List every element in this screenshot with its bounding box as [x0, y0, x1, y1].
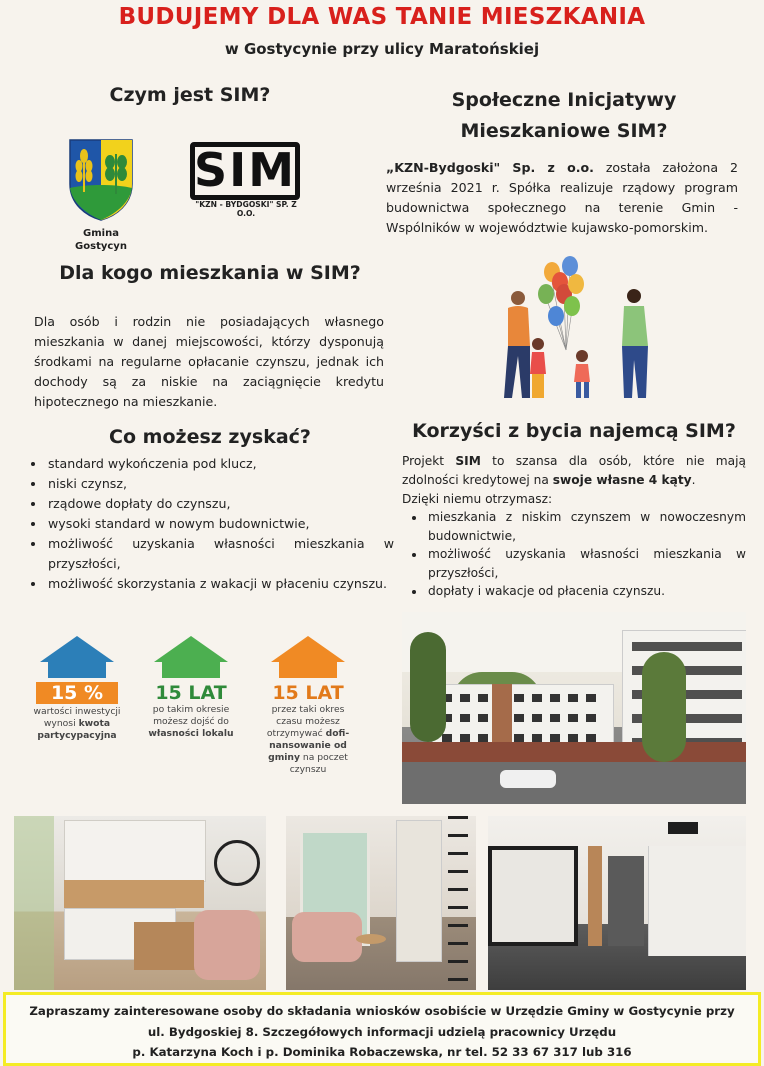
hallway-render — [488, 816, 746, 990]
stat-text: przez taki okres czasu możesz otrzymywać — [266, 704, 345, 739]
initiatives-heading — [410, 85, 718, 147]
stat-text: po takim okresie — [152, 704, 230, 715]
gains-item: • standard wykończenia pod klucz, — [46, 454, 394, 474]
stat-text-bold: własności lokalu — [148, 728, 234, 739]
building-render — [402, 612, 746, 804]
gains-item: • wysoki standard w nowym budownictwie, — [46, 514, 394, 534]
stat-text-tail: na poczet czynszu — [289, 752, 348, 775]
benefits-intro-2: Dzięki niemu otrzymasz: — [402, 492, 553, 506]
stat-text-2: wynosi — [43, 718, 79, 729]
benefits-intro-a: Projekt — [402, 454, 456, 468]
kitchen-render — [14, 816, 266, 990]
sim-logo — [186, 140, 306, 218]
house-blue-icon — [32, 634, 122, 678]
initiatives-body: została założona 2 września 2021 r. Spółka realizuje rządowy program budownictwa społecznego na terenie Gmin - Wspólników w województwie kujawsko-pomorskim. — [386, 160, 739, 235]
benefits-intro-sim: SIM — [455, 454, 481, 468]
stat-rent-support — [262, 634, 354, 776]
benefits-heading: Korzyści z bycia najemcą SIM? — [412, 420, 736, 442]
gains-item: • niski czynsz, — [46, 474, 394, 494]
gmina-crest — [66, 138, 136, 252]
contact-footer — [3, 992, 761, 1066]
stat-text-bold: kwota partycypacyjna — [37, 718, 117, 741]
sim-heading: Czym jest SIM? — [109, 84, 271, 106]
gains-item: • możliwość uzyskania własności mieszkania w przyszłości, — [46, 534, 394, 574]
sim-logo-text: SIM — [193, 143, 297, 197]
living-room-render — [286, 816, 476, 990]
page-title: BUDUJEMY DLA WAS TANIE MIESZKANIA — [118, 4, 646, 30]
stat-value: 15 LAT — [272, 682, 344, 704]
footer-line1: Zapraszamy zainteresowane osoby do składania wniosków osobiście w Urzędzie Gminy w Gostycynie przy — [29, 1004, 735, 1018]
page-subtitle: w Gostycynie przy ulicy Maratońskiej — [224, 40, 540, 58]
stat-text: wartości inwestycji — [33, 706, 121, 717]
stat-value: 15 % — [36, 682, 118, 704]
crest-caption-gmina: Gmina — [83, 228, 119, 239]
stat-ownership — [146, 634, 236, 740]
footer-line3: p. Katarzyna Koch i p. Dominika Robaczewska, nr tel. 52 33 67 317 lub 316 — [132, 1045, 632, 1059]
company-name: „KZN-Bydgoski" Sp. z o.o. — [386, 160, 594, 175]
gains-item: • możliwość skorzystania z wakacji w płaceniu czynszu. — [46, 574, 394, 594]
benefits-item: • mieszkania z niskim czynszem w nowoczesnym budownictwie, — [426, 508, 746, 545]
family-illustration — [466, 250, 666, 410]
sim-logo-caption: "KZN - BYDGOSKI" SP. Z O.O. — [195, 200, 297, 218]
benefits-intro-e: . — [691, 472, 696, 487]
gains-list — [30, 454, 394, 594]
benefits-intro-c: to szansa dla osób, które nie mają zdolności kredytowej na — [402, 454, 746, 487]
house-orange-icon — [262, 634, 354, 678]
target-text: Dla osób i rodzin nie posiadających własnego mieszkania w danej miejscowości, którzy dysponują środkami na regularne opłacanie czynszu, jednak ich dochody są za niskie na zaciągnięcie kredytu hipotecznego na mieszkanie. — [34, 314, 384, 409]
crest-caption-gostycyn: Gostycyn — [75, 241, 127, 252]
stat-text-2: możesz dojść do — [153, 716, 229, 727]
gains-item: • rządowe dopłaty do czynszu, — [46, 494, 394, 514]
stat-participation — [32, 634, 122, 742]
stat-text-bold: dofi-nansowanie od gminy — [268, 728, 350, 763]
initiatives-heading-line2: Mieszkaniowe SIM? — [460, 120, 668, 142]
crest-icon — [66, 138, 136, 222]
footer-line2: ul. Bydgoskiej 8. Szczegółowych informacji udzielą pracownicy Urzędu — [147, 1024, 617, 1039]
gains-heading: Co możesz zyskać? — [109, 426, 311, 448]
benefits-item: • możliwość uzyskania własności mieszkania w przyszłości, — [426, 545, 746, 582]
initiatives-text — [386, 158, 738, 238]
benefits-intro-bold: swoje własne 4 kąty — [552, 472, 692, 487]
stat-value: 15 LAT — [155, 682, 227, 704]
benefits-item: • dopłaty i wakacje od płacenia czynszu. — [426, 582, 746, 601]
initiatives-heading-line1: Społeczne Inicjatywy — [451, 89, 677, 111]
family-balloons-icon — [466, 250, 666, 410]
benefits-list — [410, 508, 746, 601]
target-heading: Dla kogo mieszkania w SIM? — [59, 262, 361, 284]
house-green-icon — [146, 634, 236, 678]
benefits-intro — [402, 452, 746, 489]
